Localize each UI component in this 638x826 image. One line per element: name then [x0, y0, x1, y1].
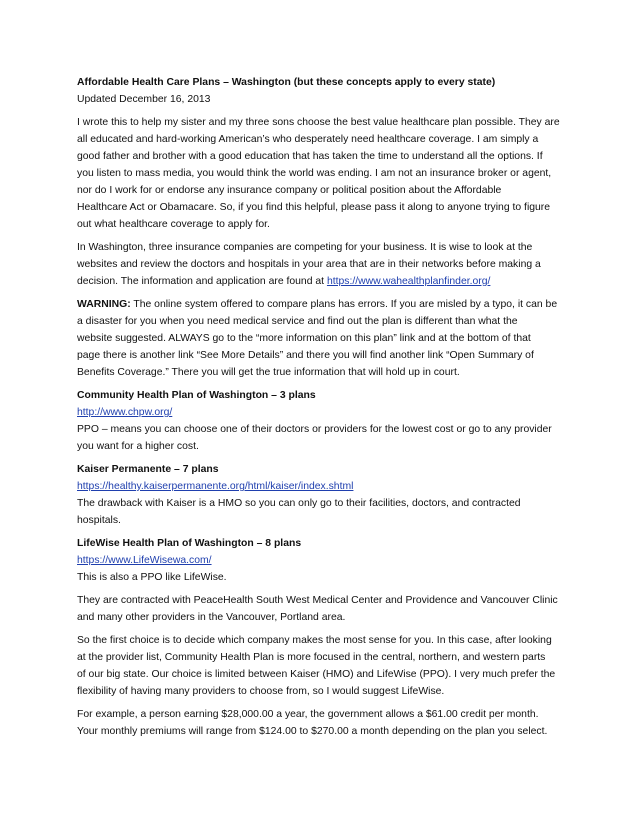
example-line: For example, a person earning $28,000.00 a year, the government allows a $61.00 credit per month.	[77, 709, 539, 720]
washington-line: In Washington, three insurance companies are competing for your business. It is wise to look at the	[77, 242, 533, 253]
warning-line: a disaster for you when you need medical service and find out the plan is different than what the	[77, 316, 518, 327]
intro-line: good father and brother with a good education that has taken the time to understand all the options. If	[77, 151, 543, 162]
warning-text: The online system offered to compare plans has errors. If you are misled by a typo, it can be	[130, 299, 558, 310]
choice-line: flexibility of having many providers to choose from, so I would suggest LifeWise.	[77, 686, 445, 697]
chpw-link[interactable]: http://www.chpw.org/	[77, 407, 173, 418]
contracted-line: They are contracted with PeaceHealth South West Medical Center and Providence and Vancouver Clinic	[77, 595, 558, 606]
example-line: Your monthly premiums will range from $124.00 to $270.00 a month depending on the plan you select.	[77, 726, 548, 737]
contracted-line: and many other providers in the Vancouver, Portland area.	[77, 612, 346, 623]
updated-date: Updated December 16, 2013	[77, 94, 211, 105]
wahealthplanfinder-link[interactable]: https://www.wahealthplanfinder.org/	[326, 276, 491, 287]
plan-description: This is also a PPO like LifeWise.	[77, 572, 227, 583]
plan-heading: Community Health Plan of Washington – 3 plans	[77, 390, 316, 401]
plan-kaiser	[77, 461, 563, 529]
document-body	[77, 74, 563, 746]
warning-label: WARNING:	[77, 299, 131, 310]
intro-line: nor do I work for or endorse any insurance company or political position about the Affordable	[77, 185, 502, 196]
warning-line: Benefits Coverage.” There you will get the true information that will hold up in court.	[77, 367, 460, 378]
washington-line	[77, 273, 563, 290]
plan-heading: Kaiser Permanente – 7 plans	[77, 464, 219, 475]
plan-description: PPO – means you can choose one of their doctors or providers for the lowest cost or go to any provider	[77, 424, 552, 435]
warning-line: page there is another link “See More Details” and there you will find another link “Open Summary of	[77, 350, 534, 361]
choice-line: of our big state. Our choice is limited between Kaiser (HMO) and LifeWise (PPO). I very much prefer the	[77, 669, 556, 680]
lifewise-link[interactable]: https://www.LifeWisewa.com/	[77, 555, 212, 566]
intro-line: all educated and hard-working American’s who desperately need healthcare coverage. I am simply a	[77, 134, 539, 145]
washington-line: websites and review the doctors and hospitals in your area that are in their networks before making a	[77, 259, 541, 270]
intro-line: Healthcare Act or Obamacare. So, if you find this helpful, please pass it along to anyone trying to figure	[77, 202, 551, 213]
choice-line: So the first choice is to decide which company makes the most sense for you. In this case, after looking	[77, 635, 552, 646]
plan-chpw	[77, 387, 563, 455]
warning-line	[77, 296, 563, 313]
plan-description: The drawback with Kaiser is a HMO so you can only go to their facilities, doctors, and contracted	[77, 498, 521, 509]
plan-lifewise	[77, 535, 563, 586]
kaiser-link[interactable]: https://healthy.kaiserpermanente.org/html/kaiser/index.shtml	[77, 481, 354, 492]
intro-paragraph	[77, 114, 563, 233]
plan-description: you want for a higher cost.	[77, 441, 199, 452]
plan-description: hospitals.	[77, 515, 121, 526]
washington-line-text: decision. The information and application are found at	[77, 276, 327, 287]
choice-line: at the provider list, Community Health Plan is more focused in the central, northern, and western parts	[77, 652, 546, 663]
plan-heading: LifeWise Health Plan of Washington – 8 plans	[77, 538, 302, 549]
example-paragraph	[77, 706, 563, 740]
intro-line: out what healthcare coverage to apply for.	[77, 219, 270, 230]
washington-paragraph	[77, 239, 563, 290]
warning-line: website suggested. ALWAYS go to the “more information on this plan” link and at the bottom of that	[77, 333, 531, 344]
intro-line: I wrote this to help my sister and my three sons choose the best value healthcare plan possible. They are	[77, 117, 560, 128]
header-block	[77, 74, 563, 108]
warning-paragraph	[77, 296, 563, 381]
contracted-paragraph	[77, 592, 563, 626]
intro-line: you listen to mass media, you would think the world was ending. I am not an insurance broker or agent,	[77, 168, 552, 179]
choice-paragraph	[77, 632, 563, 700]
document-title: Affordable Health Care Plans – Washington (but these concepts apply to every state)	[77, 77, 496, 88]
